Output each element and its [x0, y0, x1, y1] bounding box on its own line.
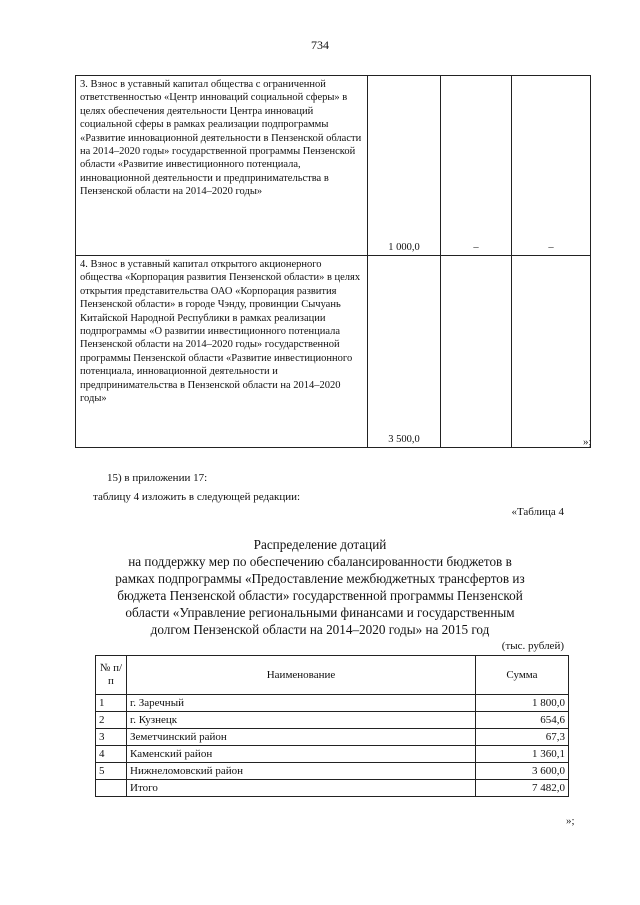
table-row [96, 712, 569, 729]
appropriation-table-continued [75, 75, 591, 448]
row-amount: 3 500,0 [368, 256, 441, 448]
row-name: г. Кузнецк [127, 712, 476, 729]
title-line: рамках подпрограммы «Предоставление межбюджетных трансфертов из [115, 571, 525, 586]
title-line: долгом Пензенской области на 2014–2020 годы» на 2015 год [150, 622, 490, 637]
row-amount: 1 000,0 [368, 76, 441, 256]
total-number [96, 780, 127, 797]
title-line: области «Управление региональными финансами и государственным [125, 605, 515, 620]
table-row [96, 763, 569, 780]
title-line: Распределение дотаций [253, 537, 387, 552]
row-sum: 1 360,1 [476, 746, 569, 763]
paragraph-15-instruction: таблицу 4 изложить в следующей редакции: [93, 491, 301, 503]
row-description: 3. Взнос в уставный капитал общества с ограниченной ответственностью «Центр инноваций социальной сферы» в целях обеспечения деятельности Центра инноваций социальной сферы в рамках реализации подпрограммы «Развитие инновационной деятельности в Пензенской области на 2014–2020 годы» государственной программы Пензенской области «Развитие инвестиционного потенциала, инновационной деятельности и предпринимательства в Пензенской области на 2014–2020 годы» [76, 76, 368, 256]
row-name: г. Заречный [127, 695, 476, 712]
header-number: № п/п [96, 656, 127, 695]
title-line: бюджета Пензенской области» государственной программы Пензенской [117, 588, 523, 603]
row-value-2 [441, 256, 512, 448]
total-row [96, 780, 569, 797]
closing-quote: »; [566, 815, 575, 827]
header-sum: Сумма [476, 656, 569, 695]
table-row [96, 695, 569, 712]
closing-quote: »; [583, 436, 592, 448]
row-name: Каменский район [127, 746, 476, 763]
row-value-3: – [512, 76, 591, 256]
row-name: Земетчинский район [127, 729, 476, 746]
row-number: 3 [96, 729, 127, 746]
row-number: 2 [96, 712, 127, 729]
row-number: 5 [96, 763, 127, 780]
total-label: Итого [127, 780, 476, 797]
header-name: Наименование [127, 656, 476, 695]
table-row [76, 256, 591, 448]
table-row [76, 76, 591, 256]
table-title [80, 536, 560, 638]
row-number: 1 [96, 695, 127, 712]
row-name: Нижнеломовский район [127, 763, 476, 780]
page-number: 734 [311, 38, 329, 52]
table-reference: «Таблица 4 [511, 506, 564, 518]
table-row [96, 729, 569, 746]
row-sum: 3 600,0 [476, 763, 569, 780]
distribution-table [95, 655, 569, 797]
unit-label: (тыс. рублей) [501, 640, 564, 652]
row-sum: 67,3 [476, 729, 569, 746]
paragraph-15: 15) в приложении 17: [107, 472, 208, 484]
title-line: на поддержку мер по обеспечению сбалансированности бюджетов в [128, 554, 512, 569]
row-sum: 1 800,0 [476, 695, 569, 712]
row-value-2: – [441, 76, 512, 256]
total-sum: 7 482,0 [476, 780, 569, 797]
row-sum: 654,6 [476, 712, 569, 729]
row-description: 4. Взнос в уставный капитал открытого акционерного общества «Корпорация развития Пензенской области» в целях открытия представительства ОАО «Корпорация развития Пензенской области» в городе Чэнду, провинции Сычуань Китайской Народной Республики в рамках реализации подпрограммы «О развитии инвестиционного потенциала Пензенской области на 2014–2020 годы» государственной программы Пензенской области «Развитие инвестиционного потенциала, инновационной деятельности и предпринимательства в Пензенской области на 2014–2020 годы» [76, 256, 368, 448]
table-row [96, 746, 569, 763]
table-header-row [96, 656, 569, 695]
row-value-3 [512, 256, 591, 448]
row-number: 4 [96, 746, 127, 763]
